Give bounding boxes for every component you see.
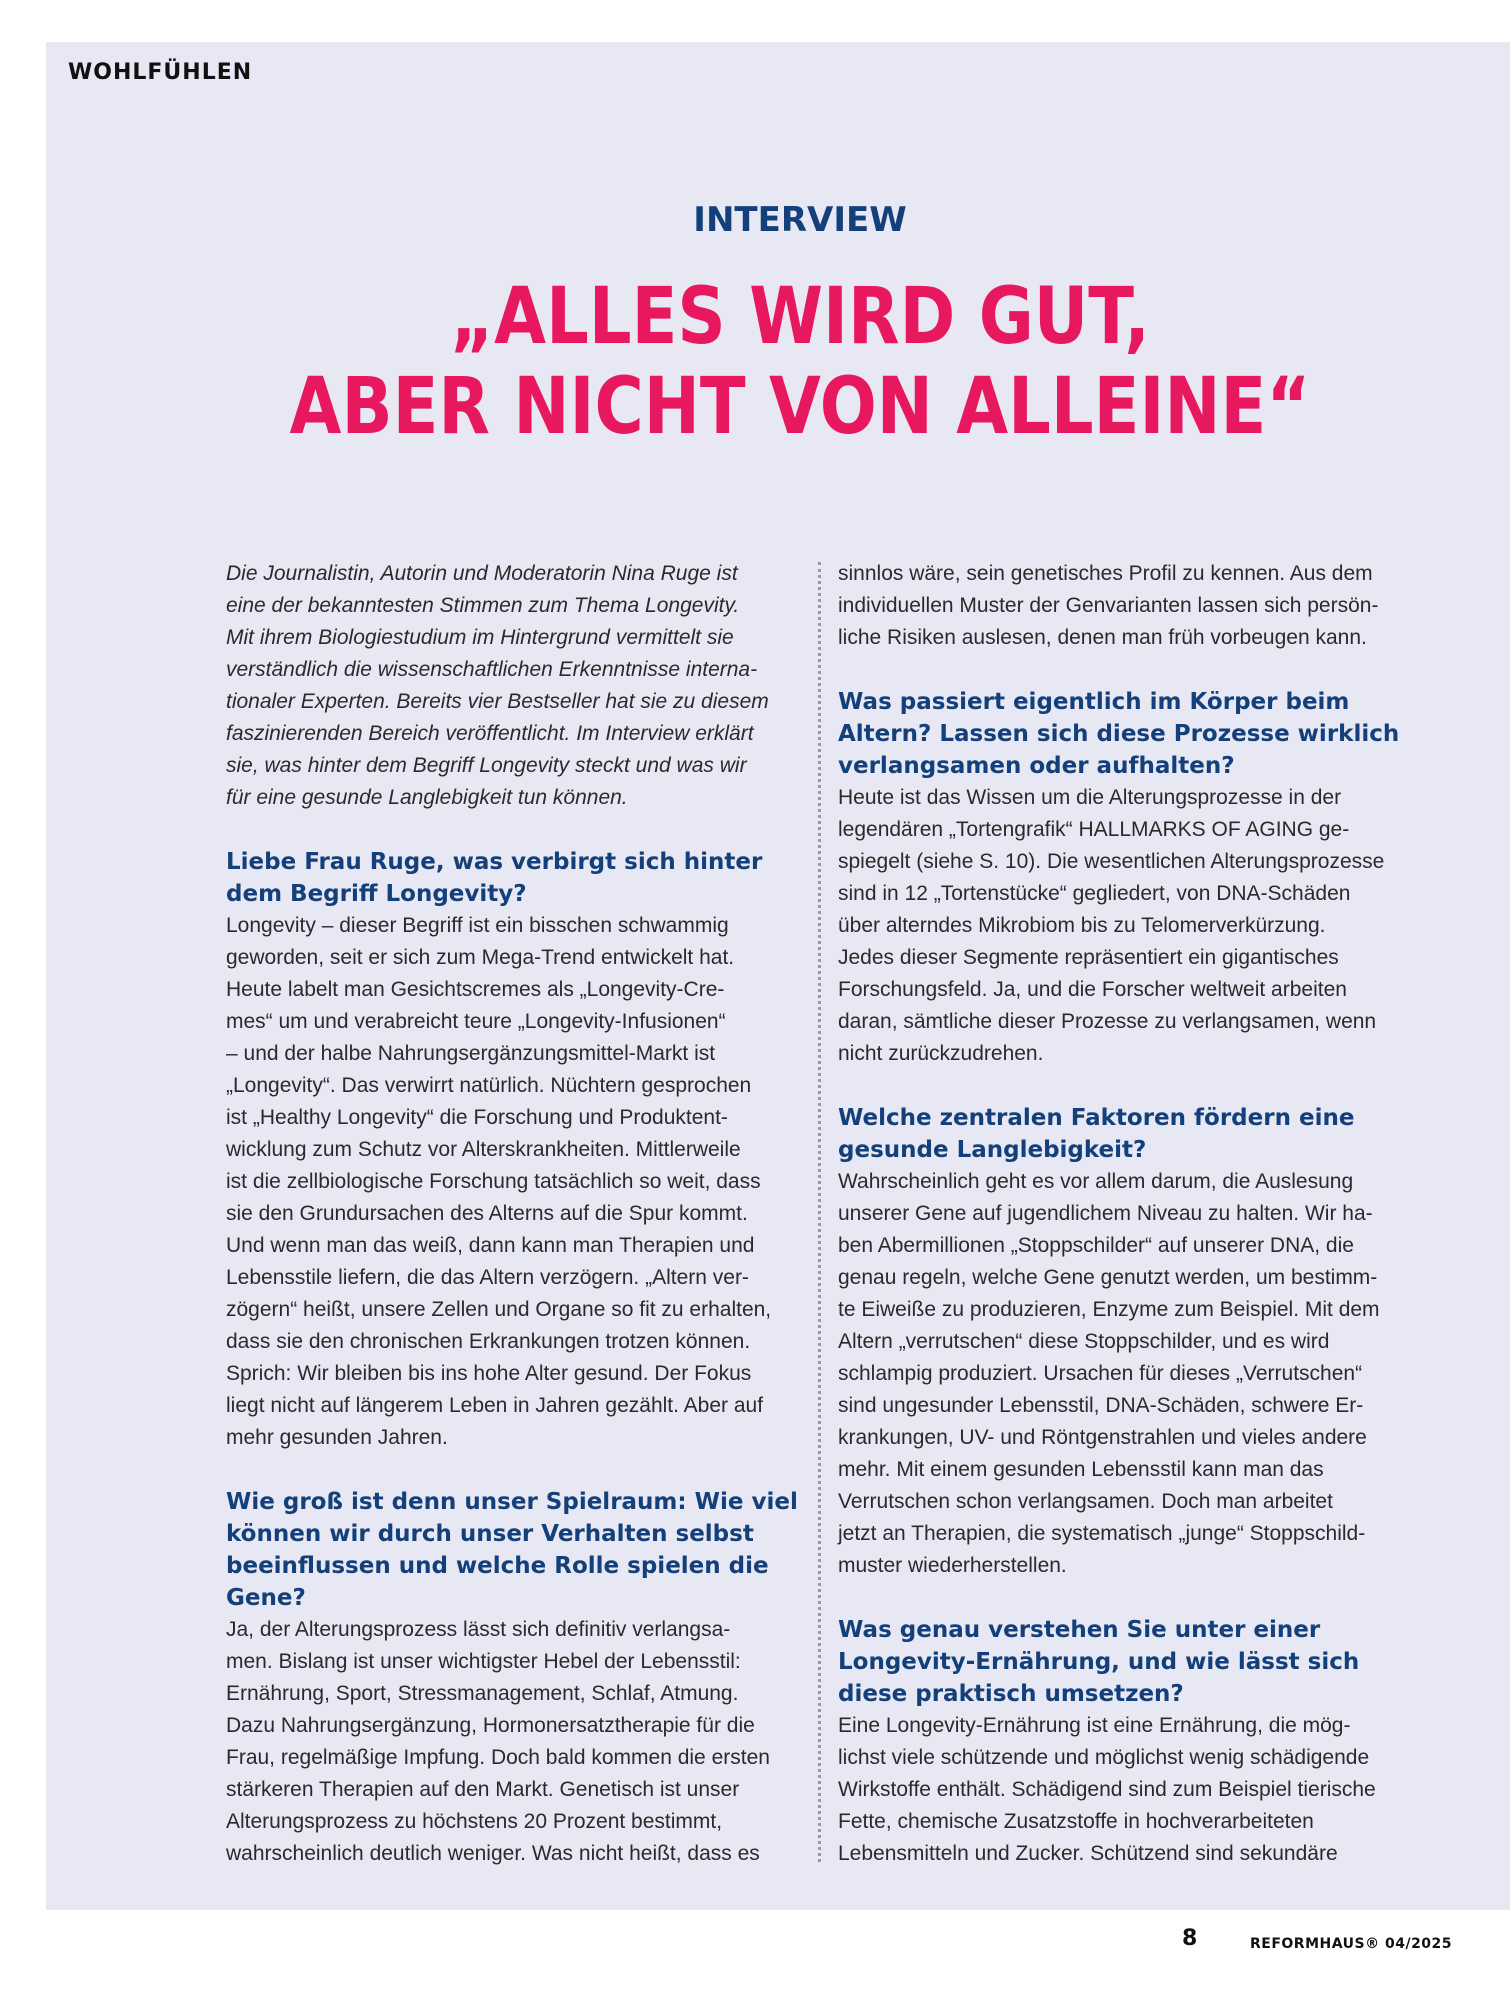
question-line: Wie groß ist denn unser Spielraum: Wie viel	[226, 1489, 798, 1515]
spacer	[838, 1582, 1438, 1614]
text-line: individuellen Muster der Genvarianten lassen sich persön-	[838, 594, 1379, 617]
question-line: Was genau verstehen Sie unter einer	[838, 1617, 1321, 1643]
text-line: „Longevity“. Das verwirrt natürlich. Nüchtern gesprochen	[226, 1074, 752, 1097]
answer-5	[838, 1710, 1438, 1870]
text-line: Wahrscheinlich geht es vor allem darum, die Auslesung	[838, 1170, 1354, 1193]
question-line: Welche zentralen Faktoren fördern eine	[838, 1105, 1355, 1131]
page-number: 8	[1182, 1926, 1198, 1951]
question-5	[838, 1614, 1438, 1710]
question-1	[226, 846, 826, 910]
text-line: schlampig produziert. Ursachen für dieses „Verrutschen“	[838, 1362, 1363, 1385]
answer-2-continued	[838, 558, 1438, 654]
text-line: sie, was hinter dem Begriff Longevity steckt und was wir	[226, 754, 747, 777]
text-line: genau regeln, welche Gene genutzt werden, um bestimm-	[838, 1266, 1378, 1289]
text-line: Longevity – dieser Begriff ist ein bisschen schwammig	[226, 914, 729, 937]
spacer	[838, 1070, 1438, 1102]
text-line: Ja, der Alterungsprozess lässt sich definitiv verlangsa-	[226, 1618, 731, 1641]
answer-3	[838, 782, 1438, 1070]
text-line: te Eiweiße zu produzieren, Enzyme zum Beispiel. Mit dem	[838, 1298, 1380, 1321]
question-line: beeinflussen und welche Rolle spielen die	[226, 1553, 769, 1579]
answer-2	[226, 1614, 826, 1870]
text-line: ist „Healthy Longevity“ die Forschung und Produktent-	[226, 1106, 728, 1129]
question-line: diese praktisch umsetzen?	[838, 1681, 1184, 1707]
text-line: sie den Grundursachen des Alterns auf die Spur kommt.	[226, 1202, 748, 1225]
spacer	[226, 814, 826, 846]
question-line: gesunde Langlebigkeit?	[838, 1137, 1147, 1163]
text-line: liegt nicht auf längerem Leben in Jahren gezählt. Aber auf	[226, 1394, 764, 1417]
text-line: mes“ um und verabreicht teure „Longevity-Infusionen“	[226, 1010, 726, 1033]
question-line: können wir durch unser Verhalten selbst	[226, 1521, 754, 1547]
text-line: Wirkstoffe enthält. Schädigend sind zum Beispiel tierische	[838, 1778, 1376, 1801]
text-line: geworden, seit er sich zum Mega-Trend entwickelt hat.	[226, 946, 735, 969]
question-line: Longevity-Ernährung, und wie lässt sich	[838, 1649, 1360, 1675]
text-line: Heute labelt man Gesichtscremes als „Longevity-Cre-	[226, 978, 725, 1001]
text-line: eine der bekanntesten Stimmen zum Thema Longevity.	[226, 594, 740, 617]
text-line: Und wenn man das weiß, dann kann man Therapien und	[226, 1234, 755, 1257]
magazine-issue: REFORMHAUS® 04/2025	[1250, 1936, 1453, 1952]
text-line: spiegelt (siehe S. 10). Die wesentlichen Alterungsprozesse	[838, 850, 1385, 873]
text-line: legendären „Tortengrafik“ HALLMARKS OF AGING ge-	[838, 818, 1350, 841]
question-line: Gene?	[226, 1585, 306, 1611]
text-line: – und der halbe Nahrungsergänzungsmittel-Markt ist	[226, 1042, 716, 1065]
text-line: ist die zellbiologische Forschung tatsächlich so weit, dass	[226, 1170, 761, 1193]
question-line: Altern? Lassen sich diese Prozesse wirklich	[838, 721, 1400, 747]
text-line: muster wiederherstellen.	[838, 1554, 1067, 1577]
article-kicker: INTERVIEW	[693, 200, 907, 240]
question-line: dem Begriff Longevity?	[226, 881, 527, 907]
question-line: Liebe Frau Ruge, was verbirgt sich hinter	[226, 849, 763, 875]
text-line: stärkeren Therapien auf den Markt. Genetisch ist unser	[226, 1778, 740, 1801]
question-4	[838, 1102, 1438, 1166]
text-line: Sprich: Wir bleiben bis ins hohe Alter gesund. Der Fokus	[226, 1362, 752, 1385]
question-3	[838, 686, 1438, 782]
text-line: Lebensstile liefern, die das Altern verzögern. „Altern ver-	[226, 1266, 749, 1289]
text-line: mehr gesunden Jahren.	[226, 1426, 448, 1449]
text-line: Heute ist das Wissen um die Alterungsprozesse in der	[838, 786, 1342, 809]
section-label: WOHLFÜHLEN	[68, 60, 253, 85]
question-line: verlangsamen oder aufhalten?	[838, 753, 1235, 779]
text-line: unserer Gene auf jugendlichem Niveau zu halten. Wir ha-	[838, 1202, 1373, 1225]
text-line: wahrscheinlich deutlich weniger. Was nicht heißt, dass es	[226, 1842, 760, 1865]
text-line: ben Abermillionen „Stoppschilder“ auf unserer DNA, die	[838, 1234, 1354, 1257]
text-line: mehr. Mit einem gesunden Lebensstil kann man das	[838, 1458, 1324, 1481]
text-line: liche Risiken auslesen, denen man früh vorbeugen kann.	[838, 626, 1367, 649]
spacer	[226, 1454, 826, 1486]
text-line: Dazu Nahrungsergänzung, Hormonersatztherapie für die	[226, 1714, 755, 1737]
text-line: nicht zurückzudrehen.	[838, 1042, 1044, 1065]
text-line: sinnlos wäre, sein genetisches Profil zu kennen. Aus dem	[838, 562, 1373, 585]
text-line: Alterungsprozess zu höchstens 20 Prozent bestimmt,	[226, 1810, 723, 1833]
text-line: lichst viele schützende und möglichst wenig schädigende	[838, 1746, 1370, 1769]
text-line: krankungen, UV- und Röntgenstrahlen und vieles andere	[838, 1426, 1367, 1449]
headline-line-2: ABER NICHT VON ALLEINE“	[289, 362, 1311, 452]
answer-1	[226, 910, 826, 1454]
text-line: zögern“ heißt, unsere Zellen und Organe so fit zu erhalten,	[226, 1298, 772, 1321]
text-line: men. Bislang ist unser wichtigster Hebel der Lebensstil:	[226, 1650, 741, 1673]
text-line: Forschungsfeld. Ja, und die Forscher weltweit arbeiten	[838, 978, 1347, 1001]
answer-4	[838, 1166, 1438, 1582]
right-column	[838, 558, 1438, 1870]
text-line: jetzt an Therapien, die systematisch „junge“ Stoppschild-	[838, 1522, 1366, 1545]
text-line: sind in 12 „Tortenstücke“ gegliedert, von DNA-Schäden	[838, 882, 1351, 905]
text-line: Jedes dieser Segmente repräsentiert ein gigantisches	[838, 946, 1339, 969]
text-line: Ernährung, Sport, Stressmanagement, Schlaf, Atmung.	[226, 1682, 739, 1705]
text-line: Mit ihrem Biologiestudium im Hintergrund vermittelt sie	[226, 626, 734, 649]
article-headline	[112, 272, 1488, 452]
text-line: verständlich die wissenschaftlichen Erkenntnisse interna-	[226, 658, 758, 681]
text-line: Fette, chemische Zusatzstoffe in hochverarbeiteten	[838, 1810, 1314, 1833]
intro-paragraph	[226, 558, 826, 814]
text-line: Lebensmitteln und Zucker. Schützend sind sekundäre	[838, 1842, 1338, 1865]
left-column	[226, 558, 826, 1870]
headline-line-1: „ALLES WIRD GUT,	[450, 272, 1150, 362]
text-line: für eine gesunde Langlebigkeit tun können.	[226, 786, 628, 809]
text-line: wicklung zum Schutz vor Alterskrankheiten. Mittlerweile	[226, 1138, 741, 1161]
text-line: Altern „verrutschen“ diese Stoppschilder, und es wird	[838, 1330, 1330, 1353]
question-line: Was passiert eigentlich im Körper beim	[838, 689, 1350, 715]
text-line: über alterndes Mikrobiom bis zu Telomerverkürzung.	[838, 914, 1326, 937]
text-line: dass sie den chronischen Erkrankungen trotzen können.	[226, 1330, 751, 1353]
text-line: sind ungesunder Lebensstil, DNA-Schäden, schwere Er-	[838, 1394, 1364, 1417]
text-line: Frau, regelmäßige Impfung. Doch bald kommen die ersten	[226, 1746, 770, 1769]
spacer	[838, 654, 1438, 686]
question-2	[226, 1486, 826, 1614]
text-line: Die Journalistin, Autorin und Moderatorin Nina Ruge ist	[226, 562, 738, 585]
text-line: Eine Longevity-Ernährung ist eine Ernährung, die mög-	[838, 1714, 1351, 1737]
text-line: daran, sämtliche dieser Prozesse zu verlangsamen, wenn	[838, 1010, 1377, 1033]
text-line: faszinierenden Bereich veröffentlicht. Im Interview erklärt	[226, 722, 754, 745]
text-line: tionaler Experten. Bereits vier Bestseller hat sie zu diesem	[226, 690, 769, 713]
text-line: Verrutschen schon verlangsamen. Doch man arbeitet	[838, 1490, 1333, 1513]
